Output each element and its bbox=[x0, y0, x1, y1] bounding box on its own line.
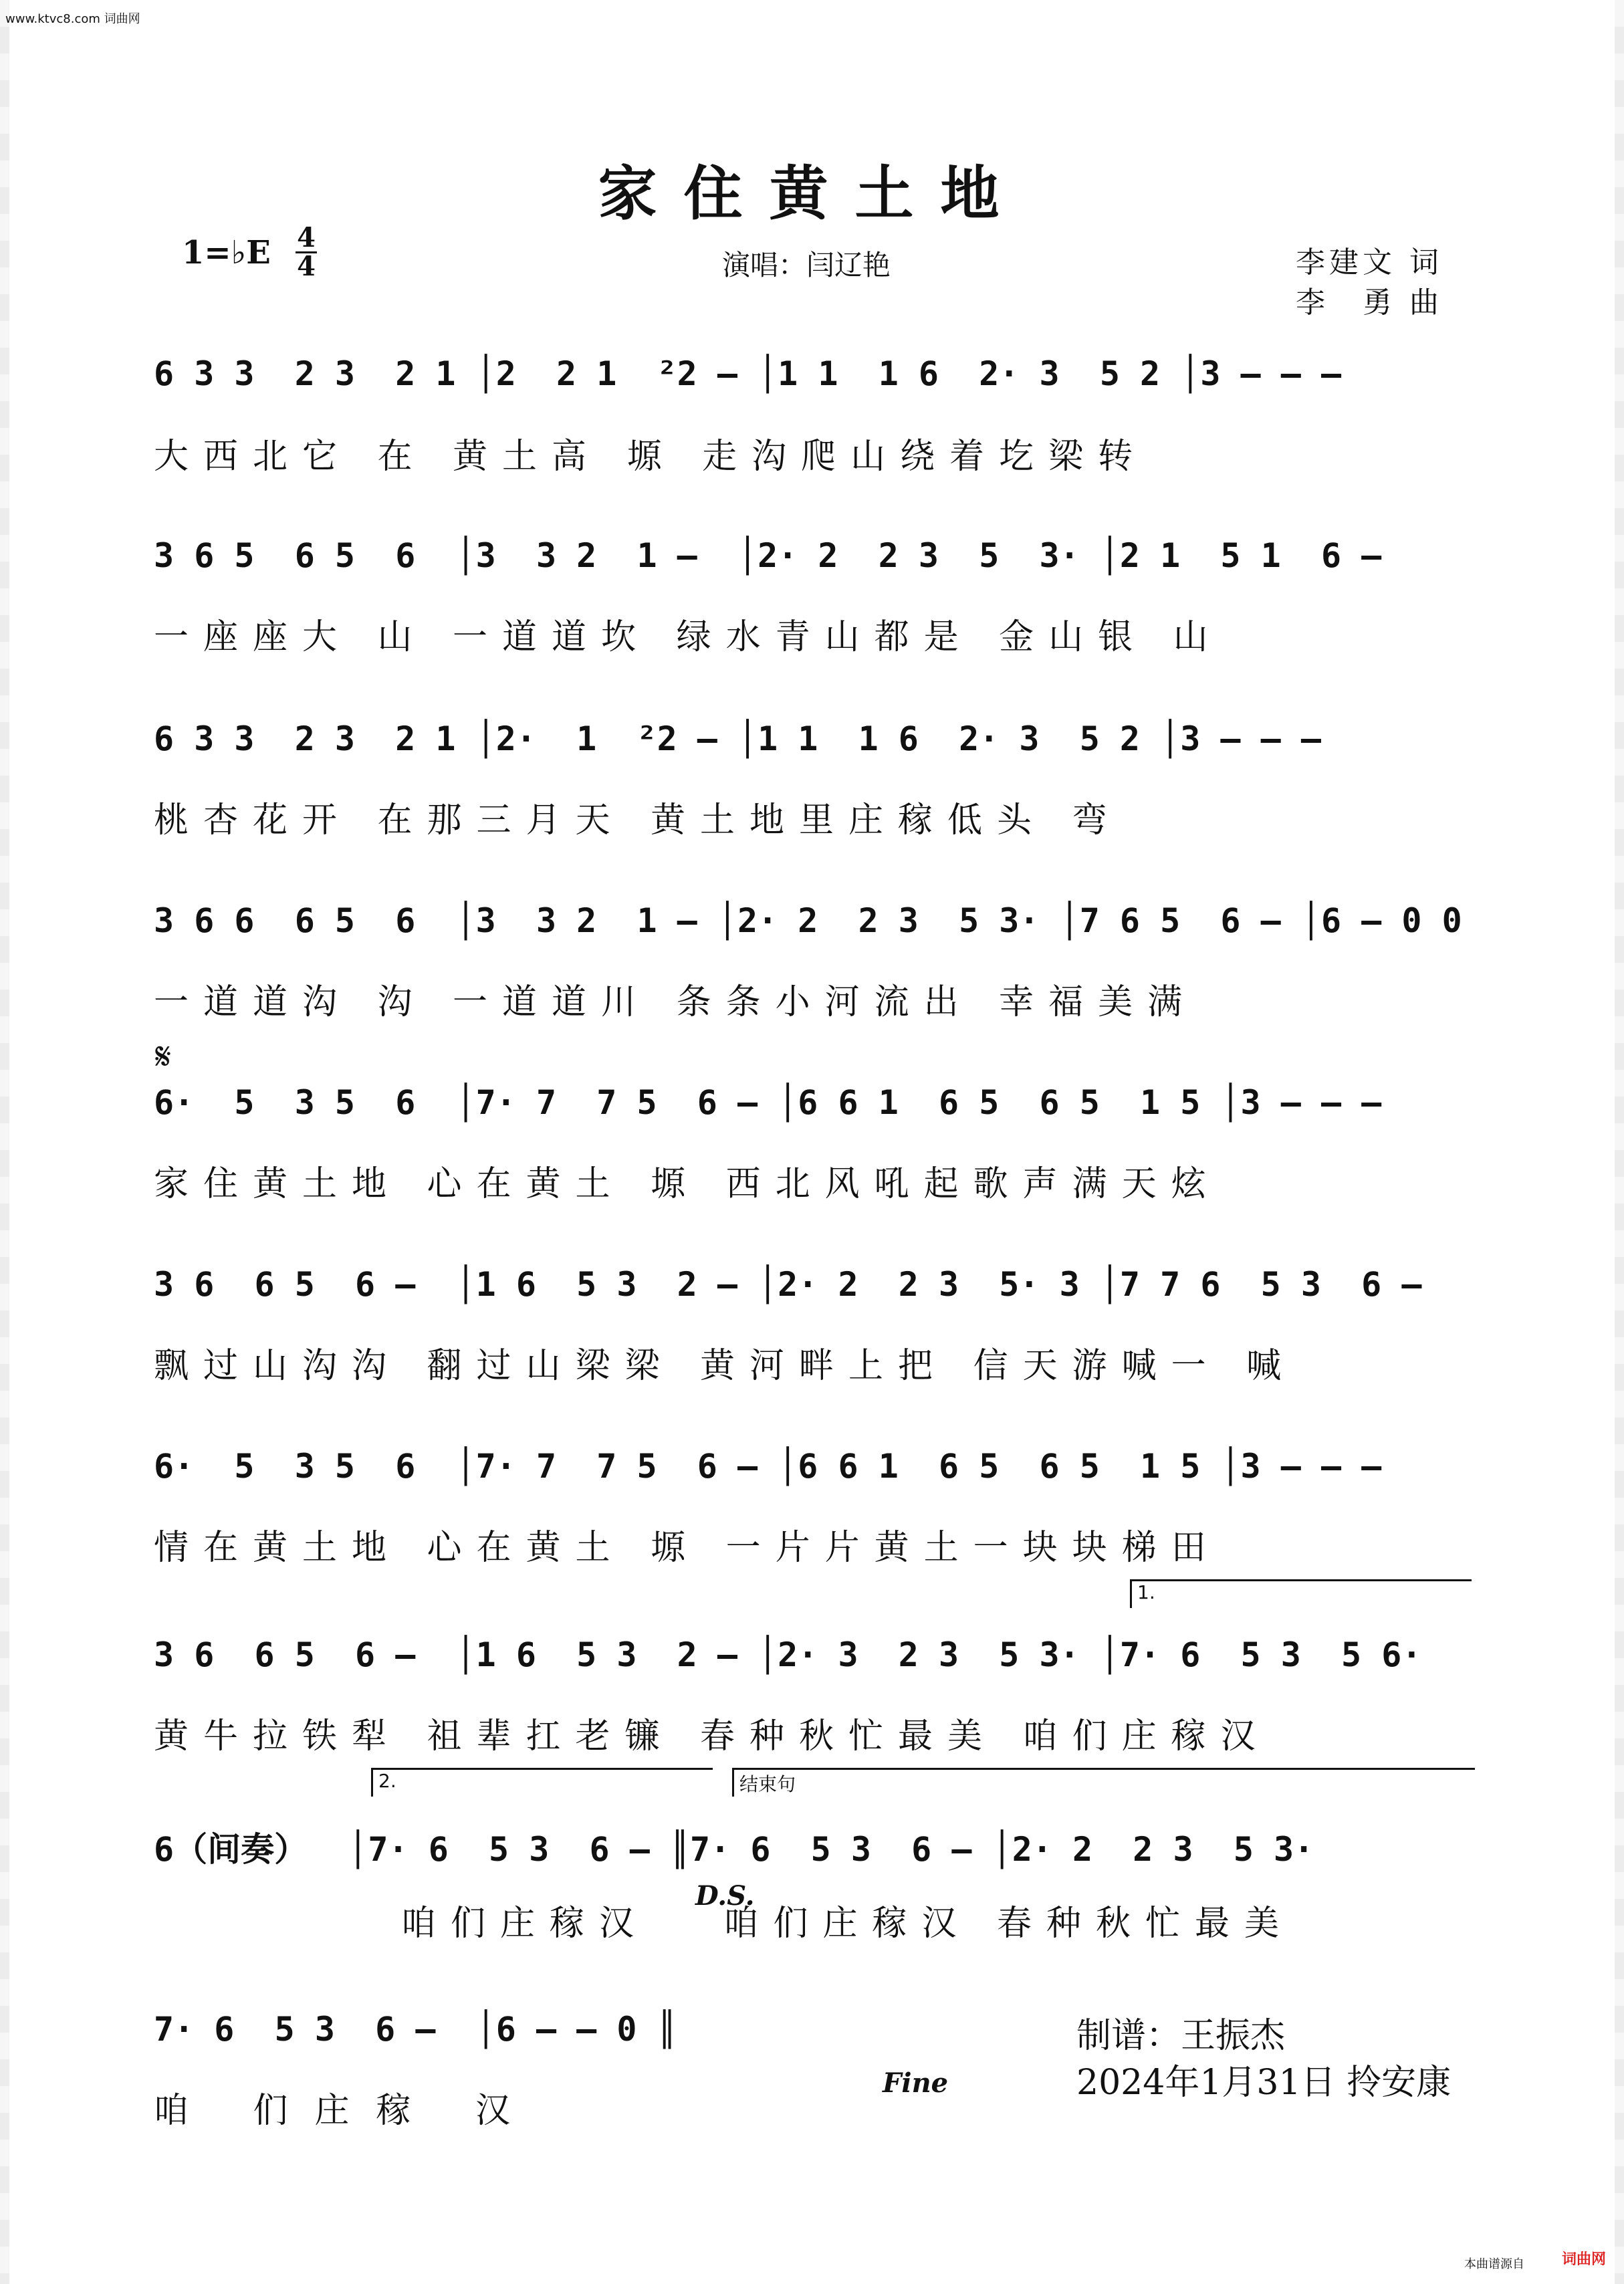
footer-logo: 词曲网 bbox=[1562, 2251, 1607, 2268]
notation-row-7: 6· 5 3 5 6 │7· 7 7 5 6 – │6 6 1 6 5 6 5 1 5 │3 – – – bbox=[154, 1447, 1382, 1486]
notation-row-2: 3 6 5 6 5 6 │3 3 2 1 – │2· 2 2 3 5 3· │2 1 5 1 6 – bbox=[154, 536, 1382, 575]
notation-row-10: 7· 6 5 3 6 – │6 – – 0 ║ bbox=[154, 2010, 677, 2049]
ending-bracket: 结束句 bbox=[732, 1768, 1475, 1797]
lyrics-row-3: 桃杏花开 在那三月天 黄土地里庄稼低头 弯 bbox=[154, 800, 1122, 840]
singer: 演唱：闫辽艳 bbox=[722, 249, 891, 281]
notation-row-3: 6 3 3 2 3 2 1 │2· 1 ²2 – │1 1 1 6 2· 3 5 2 │3 – – – bbox=[154, 719, 1321, 758]
lyrics-row-9: 咱们庄稼汉 咱们庄稼汉 春种秋忙最美 bbox=[154, 1904, 1294, 1944]
time-top: 4 bbox=[297, 222, 316, 253]
right-border-strip bbox=[1615, 0, 1624, 2284]
notation-row-1: 6 3 3 2 3 2 1 │2 2 1 ²2 – │1 1 1 6 2· 3 5 2 │3 – – – bbox=[154, 354, 1342, 393]
notation-row-4: 3 6 6 6 5 6 │3 3 2 1 – │2· 2 2 3 5 3· │7 6 5 6 – │6 – 0 0 bbox=[154, 901, 1462, 940]
composer: 李 勇 曲 bbox=[1296, 286, 1443, 320]
lyricist: 李建文 词 bbox=[1296, 245, 1443, 279]
transcribe-date: 2024年1月31日 拎安康 bbox=[1076, 2063, 1452, 2103]
lyrics-row-2: 一座座大 山 一道道坎 绿水青山都是 金山银 山 bbox=[154, 617, 1223, 657]
time-bottom: 4 bbox=[297, 251, 316, 282]
dal-segno-mark: D.S. bbox=[695, 1880, 755, 1912]
segno-sign: 𝄋 bbox=[155, 1035, 172, 1078]
notation-row-8: 3 6 6 5 6 – │1 6 5 3 2 – │2· 3 2 3 5 3· │7· 6 5 3 5 6· bbox=[154, 1635, 1422, 1674]
volta-1-bracket: 1. bbox=[1130, 1579, 1472, 1608]
lyrics-row-8: 黄牛拉铁犁 祖辈扛老镰 春种秋忙最美 咱们庄稼汉 bbox=[154, 1716, 1270, 1756]
transcriber-block bbox=[1076, 2013, 1451, 2106]
lyrics-row-7: 情在黄土地 心在黄土 塬 一片片黄土一块块梯田 bbox=[154, 1528, 1221, 1568]
key-signature: 1=♭E bbox=[182, 234, 271, 271]
notation-row-6: 3 6 6 5 6 – │1 6 5 3 2 – │2· 2 2 3 5· 3 │7 7 6 5 3 6 – bbox=[154, 1265, 1422, 1304]
song-title: 家住黄土地 bbox=[598, 158, 1026, 228]
lyrics-row-10: 咱 们庄稼 汉 bbox=[154, 2091, 538, 2131]
site-watermark: www.ktvc8.com 词曲网 bbox=[5, 12, 140, 26]
footer-source: 本曲谱源自 bbox=[1464, 2257, 1524, 2271]
lyrics-row-6: 飘过山沟沟 翻过山梁梁 黄河畔上把 信天游喊一 喊 bbox=[154, 1346, 1296, 1386]
time-signature bbox=[296, 222, 317, 282]
lyrics-row-5: 家住黄土地 心在黄土 塬 西北风吼起歌声满天炫 bbox=[154, 1164, 1221, 1204]
fine-mark: Fine bbox=[883, 2067, 949, 2099]
lyrics-row-1: 大西北它 在 黄土高 塬 走沟爬山绕着圪梁转 bbox=[154, 437, 1148, 477]
notation-row-5: 6· 5 3 5 6 │7· 7 7 5 6 – │6 6 1 6 5 6 5 1 5 │3 – – – bbox=[154, 1083, 1382, 1122]
notation-row-9: 6（间奏） │7· 6 5 3 6 – ║7· 6 5 3 6 – │2· 2 2 3 5 3· bbox=[154, 1830, 1314, 1869]
volta-2-bracket: 2. bbox=[371, 1768, 713, 1797]
left-border-strip bbox=[0, 0, 9, 2284]
transcriber: 制谱：王振杰 bbox=[1076, 2016, 1286, 2056]
lyrics-row-4: 一道道沟 沟 一道道川 条条小河流出 幸福美满 bbox=[154, 982, 1197, 1022]
